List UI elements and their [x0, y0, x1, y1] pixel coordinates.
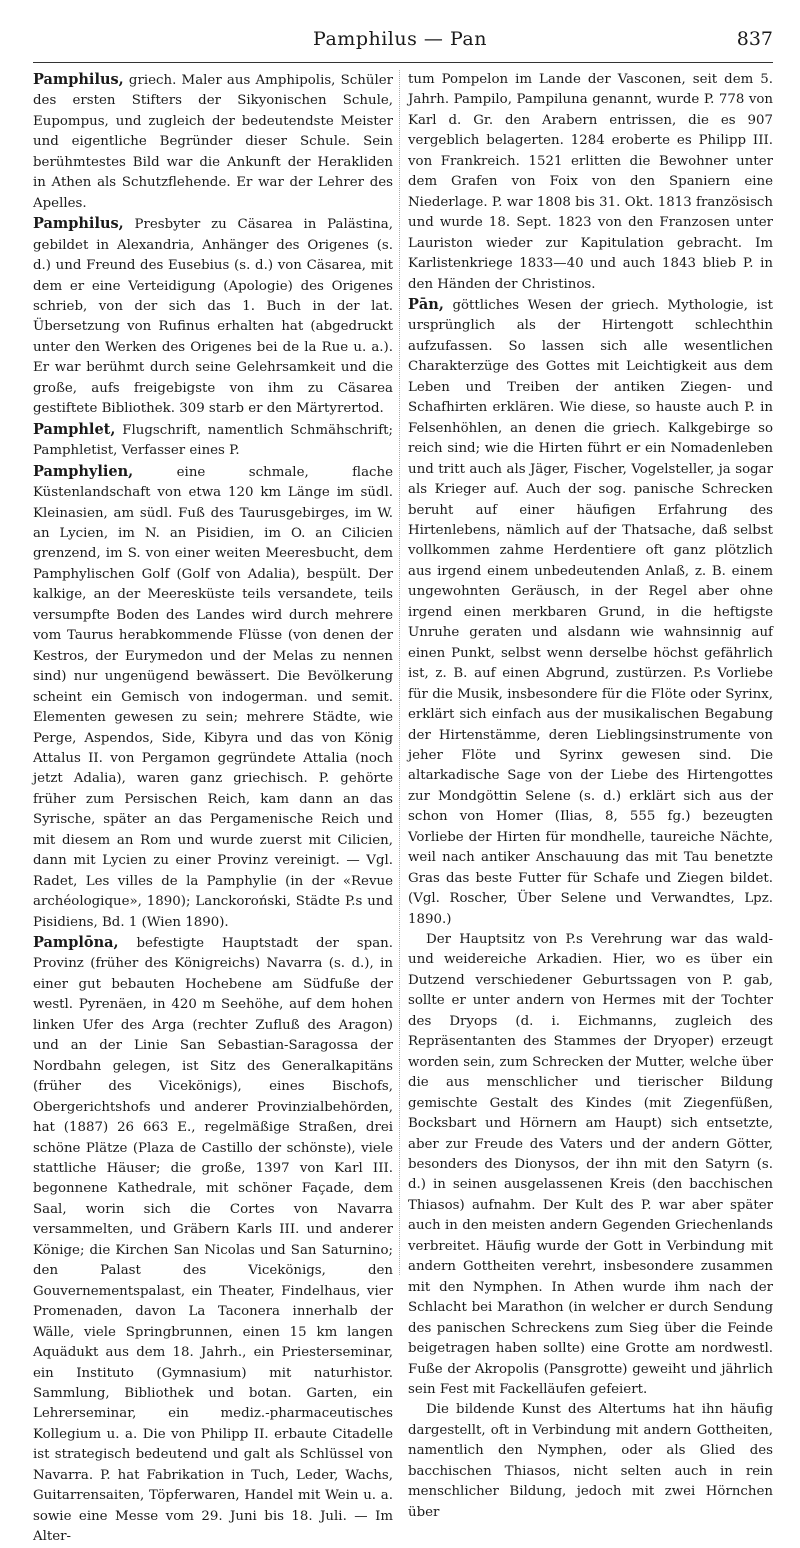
entry-pamplona-continued — [408, 70, 773, 295]
entry-headword: Pamphilus, — [33, 215, 124, 233]
entry-headword: Pamphilus, — [33, 71, 124, 88]
column-divider — [399, 70, 400, 1275]
entry-text: göttliches Wesen der griech. Mythologie, ist ursprünglich als der Hirtengott schlechthin aufzufassen. So lassen sich alle wesentlichen Charakterzüge des Gottes mit Leichtigkeit aus dem Leben und Treiben der antiken Ziegen- und Schafhirten erklären. Wie diese, so hauste auch P. in Felsenhöhlen, an denen die griech. Kalkgebirge so reich sind; wie die Hirten führt er ein Nomadenleben und tritt auch als Jäger, Fischer, Vogelsteller, ja sogar als Krieger auf. Auch der sog. panische Schrecken beruht auf einer häufigen Erfahrung des Hirtenlebens, nämlich auf der Thatsache, daß selbst vollkommen zahme Herdentiere oft ganz plötzlich aus irgend einem unbedeutenden Anlaß, z. B. einem ungewohnten Geräusch, in der Regel aber ohne irgend einen merkbaren Grund, in die heftigste Unruhe geraten und alsdann wie wahnsinnig auf einen Punkt, selbst wenn derselbe höchst gefährlich ist, z. B. auf einen Abgrund, zustürzen. P.s Vorliebe für die Musik, insbesondere für die Flöte oder Syrinx, erklärt sich einfach aus der musikalischen Begabung der Hirtenstämme, deren Lieblingsinstrumente von jeher Flöte und Syrinx gewesen sind. Die altarkadische Sage von der Liebe des Hirtengottes zur Mondgöttin Selene (s. d.) erklärt sich aus der schon von Homer (Ilias, 8, 555 fg.) bezeugten Vorliebe der Hirten für mondhelle, taureiche Nächte, weil nach antiker Anschauung das mit Tau benetzte Gras das beste Futter für Schafe und Ziegen bildet. (Vgl. Roscher, Über Selene und Verwandtes, Lpz. 1890.) — [408, 297, 773, 927]
entry-headword: Pān, — [408, 295, 444, 313]
entry-text: Presbyter zu Cäsarea in Palästina, gebildet in Alexandria, Anhänger des Origenes (s. d.) und Freund des Eusebius (s. d.) von Cäsarea, mit dem er eine Verteidigung (Apologie) des Origenes schrieb, von der sich das 1. Buch in der lat. Übersetzung von Rufinus erhalten hat (abgedruckt unter den Werken des Origenes bei de la Rue u. a.). Er war berühmt durch seine Gelehrsamkeit und die große, aufs freigebigste von ihm zu Cäsarea gestiftete Bibliothek. 309 starb er den Märtyrertod. — [33, 217, 393, 417]
page-number: 837 — [736, 28, 773, 50]
page-header — [0, 28, 800, 58]
entry-pamplona — [33, 933, 393, 1548]
entry-text: Die bildende Kunst des Altertums hat ihn häufig dargestellt, oft in Verbindung mit andern Gottheiten, namentlich den Nymphen, oder als Glied des bacchischen Thiasos, nicht selten auch in rein menschlicher Bildung, jedoch mit zwei Hörnchen über — [408, 1402, 773, 1520]
entry-pamphilus-painter — [33, 70, 393, 214]
entry-pan — [408, 295, 773, 930]
entry-pan-paragraph-3 — [408, 1400, 773, 1523]
entry-pamphlet — [33, 420, 393, 462]
left-column — [33, 70, 393, 1545]
entry-text: befestigte Hauptstadt der span. Provinz (früher des Königreichs) Navarra (s. d.), in einer gut bebauten Hochebene am Südfuße der westl. Pyrenäen, in 420 m Seehöhe, auf dem hohen linken Ufer des Arga (rechter Zufluß des Aragon) und an der Linie San Sebastian-Saragossa der Nordbahn gelegen, ist Sitz des Generalkapitäns (früher des Vicekönigs), eines Bischofs, Obergerichtshofs und anderer Provinzialbehörden, hat (1887) 26 663 E., regelmäßige Straßen, drei schöne Plätze (Plaza de Castillo der schönste), viele stattliche Häuser; die große, 1397 von Karl III. begonnene Kathedrale, mit schöner Façade, dem Saal, worin sich die Cortes von Navarra versammelten, und Gräbern Karls III. und anderer Könige; die Kirchen San Nicolas und San Saturnino; den Palast des Vicekönigs, den Gouvernementspalast, ein Theater, Findelhaus, vier Promenaden, davon La Taconera innerhalb der Wälle, viele Springbrunnen, einen 15 km langen Aquädukt aus dem 18. Jahrh., ein Priesterseminar, ein Instituto (Gymnasium) mit naturhistor. Sammlung, Bibliothek und botan. Garten, ein Lehrerseminar, ein mediz.-pharmaceutisches Kollegium u. a. Die von Philipp II. erbaute Citadelle ist strategisch bedeutend und galt als Schlüssel von Navarra. P. hat Fabrikation in Tuch, Leder, Wachs, Guitarrensaiten, Töpferwaren, Handel mit Wein u. a. sowie eine Messe vom 29. Juni bis 18. Juli. — Im Alter- — [33, 936, 393, 1545]
entry-pamphylien — [33, 462, 393, 933]
entry-headword: Pamphlet, — [33, 420, 116, 438]
entry-pamphilus-presbyter — [33, 214, 393, 420]
entry-headword: Pamphylien, — [33, 462, 134, 480]
right-column — [408, 70, 773, 1520]
entry-text: tum Pompelon im Lande der Vasconen, seit dem 5. Jahrh. Pampilo, Pampiluna genannt, wurde P. 778 von Karl d. Gr. den Arabern entrissen, die es 907 vergeblich belagerten. 1284 eroberte es Philipp III. von Frankreich. 1521 erlitten die Bewohner unter dem Grafen von Foix von den Spaniern eine Niederlage. P. war 1808 bis 31. Okt. 1813 französisch und wurde 18. Sept. 1823 von den Franzosen unter Lauriston wieder zur Kapitulation gebracht. Im Karlistenkriege 1833—40 und auch 1843 blieb P. in den Händen der Christinos. — [408, 72, 773, 292]
entry-text: eine schmale, flache Küstenlandschaft von etwa 120 km Länge im südl. Kleinasien, am südl. Fuß des Taurusgebirges, im W. an Lycien, im N. an Pisidien, im O. an Cilicien grenzend, im S. von einer weiten Meeresbucht, dem Pamphylischen Golf (Golf von Adalia), bespült. Der kalkige, an der Meeresküste teils versandete, teils versumpfte Boden des Landes wird durch mehrere vom Taurus herabkommende Flüsse (von denen der Kestros, der Eurymedon und der Melas zu nennen sind) nur ungenügend bewässert. Die Bevölkerung scheint ein Gemisch von indogerman. und semit. Elementen gewesen zu sein; mehrere Städte, wie Perge, Aspendos, Side, Kibyra und das von König Attalus II. von Pergamon gegründete Attalia (noch jetzt Adalia), waren ganz griechisch. P. gehörte früher zum Persischen Reich, kam dann an das Syrische, später an das Pergamenische Reich und mit diesem an Rom und wurde zuerst mit Cilicien, dann mit Lycien zu einer Provinz vereinigt. — Vgl. Radet, Les villes de la Pamphylie (in der «Revue archéologique», 1890); Lanckoroński, Städte P.s und Pisidiens, Bd. 1 (Wien 1890). — [33, 464, 393, 930]
entry-text: Der Hauptsitz von P.s Verehrung war das wald- und weidereiche Arkadien. Hier, wo es über ein Dutzend verschiedener Geburtssagen von P. gab, sollte er unter andern von Hermes mit der Tochter des Dryops (d. i. Eichmanns, zugleich des Repräsentanten des Stammes der Dryoper) erzeugt worden sein, zum Schrecken der Mutter, welche über die aus menschlicher und tierischer Bildung gemischte Gestalt des Kindes (mit Ziegenfüßen, Bocksbart und Hörnern am Haupt) sich entsetzte, aber zur Freude des Vaters und der andern Götter, besonders des Dionysos, der ihn mit den Satyrn (s. d.) in seinen ausgelassenen Kreis (den bacchischen Thiasos) aufnahm. Der Kult des P. war aber später auch in den meisten andern Gegenden Griechenlands verbreitet. Häufig wurde der Gott in Verbindung mit andern Gottheiten verehrt, insbesondere zusammen mit den Nymphen. In Athen wurde ihm nach der Schlacht bei Marathon (in welcher er durch Sendung des panischen Schreckens zum Sieg über die Feinde beigetragen haben sollte) eine Grotte am nordwestl. Fuße der Akropolis (Pansgrotte) geweiht und jährlich sein Fest mit Fackelläufen gefeiert. — [408, 932, 773, 1397]
entry-text: Flugschrift, namentlich Schmähschrift; Pamphletist, Verfasser eines P. — [33, 422, 393, 459]
entry-text: griech. Maler aus Amphipolis, Schüler des ersten Stifters der Sikyonischen Schule, Eupompus, und zugleich der bedeutendste Meister und eigentliche Begründer dieser Schule. Sein berühmtestes Bild war die Ankunft der Herakliden in Athen als Schutzflehende. Er war der Lehrer des Apelles. — [33, 73, 393, 211]
header-rule — [33, 62, 773, 63]
running-title: Pamphilus — Pan — [313, 28, 487, 50]
entry-pan-paragraph-2 — [408, 930, 773, 1400]
entry-headword: Pamplōna, — [33, 934, 119, 952]
